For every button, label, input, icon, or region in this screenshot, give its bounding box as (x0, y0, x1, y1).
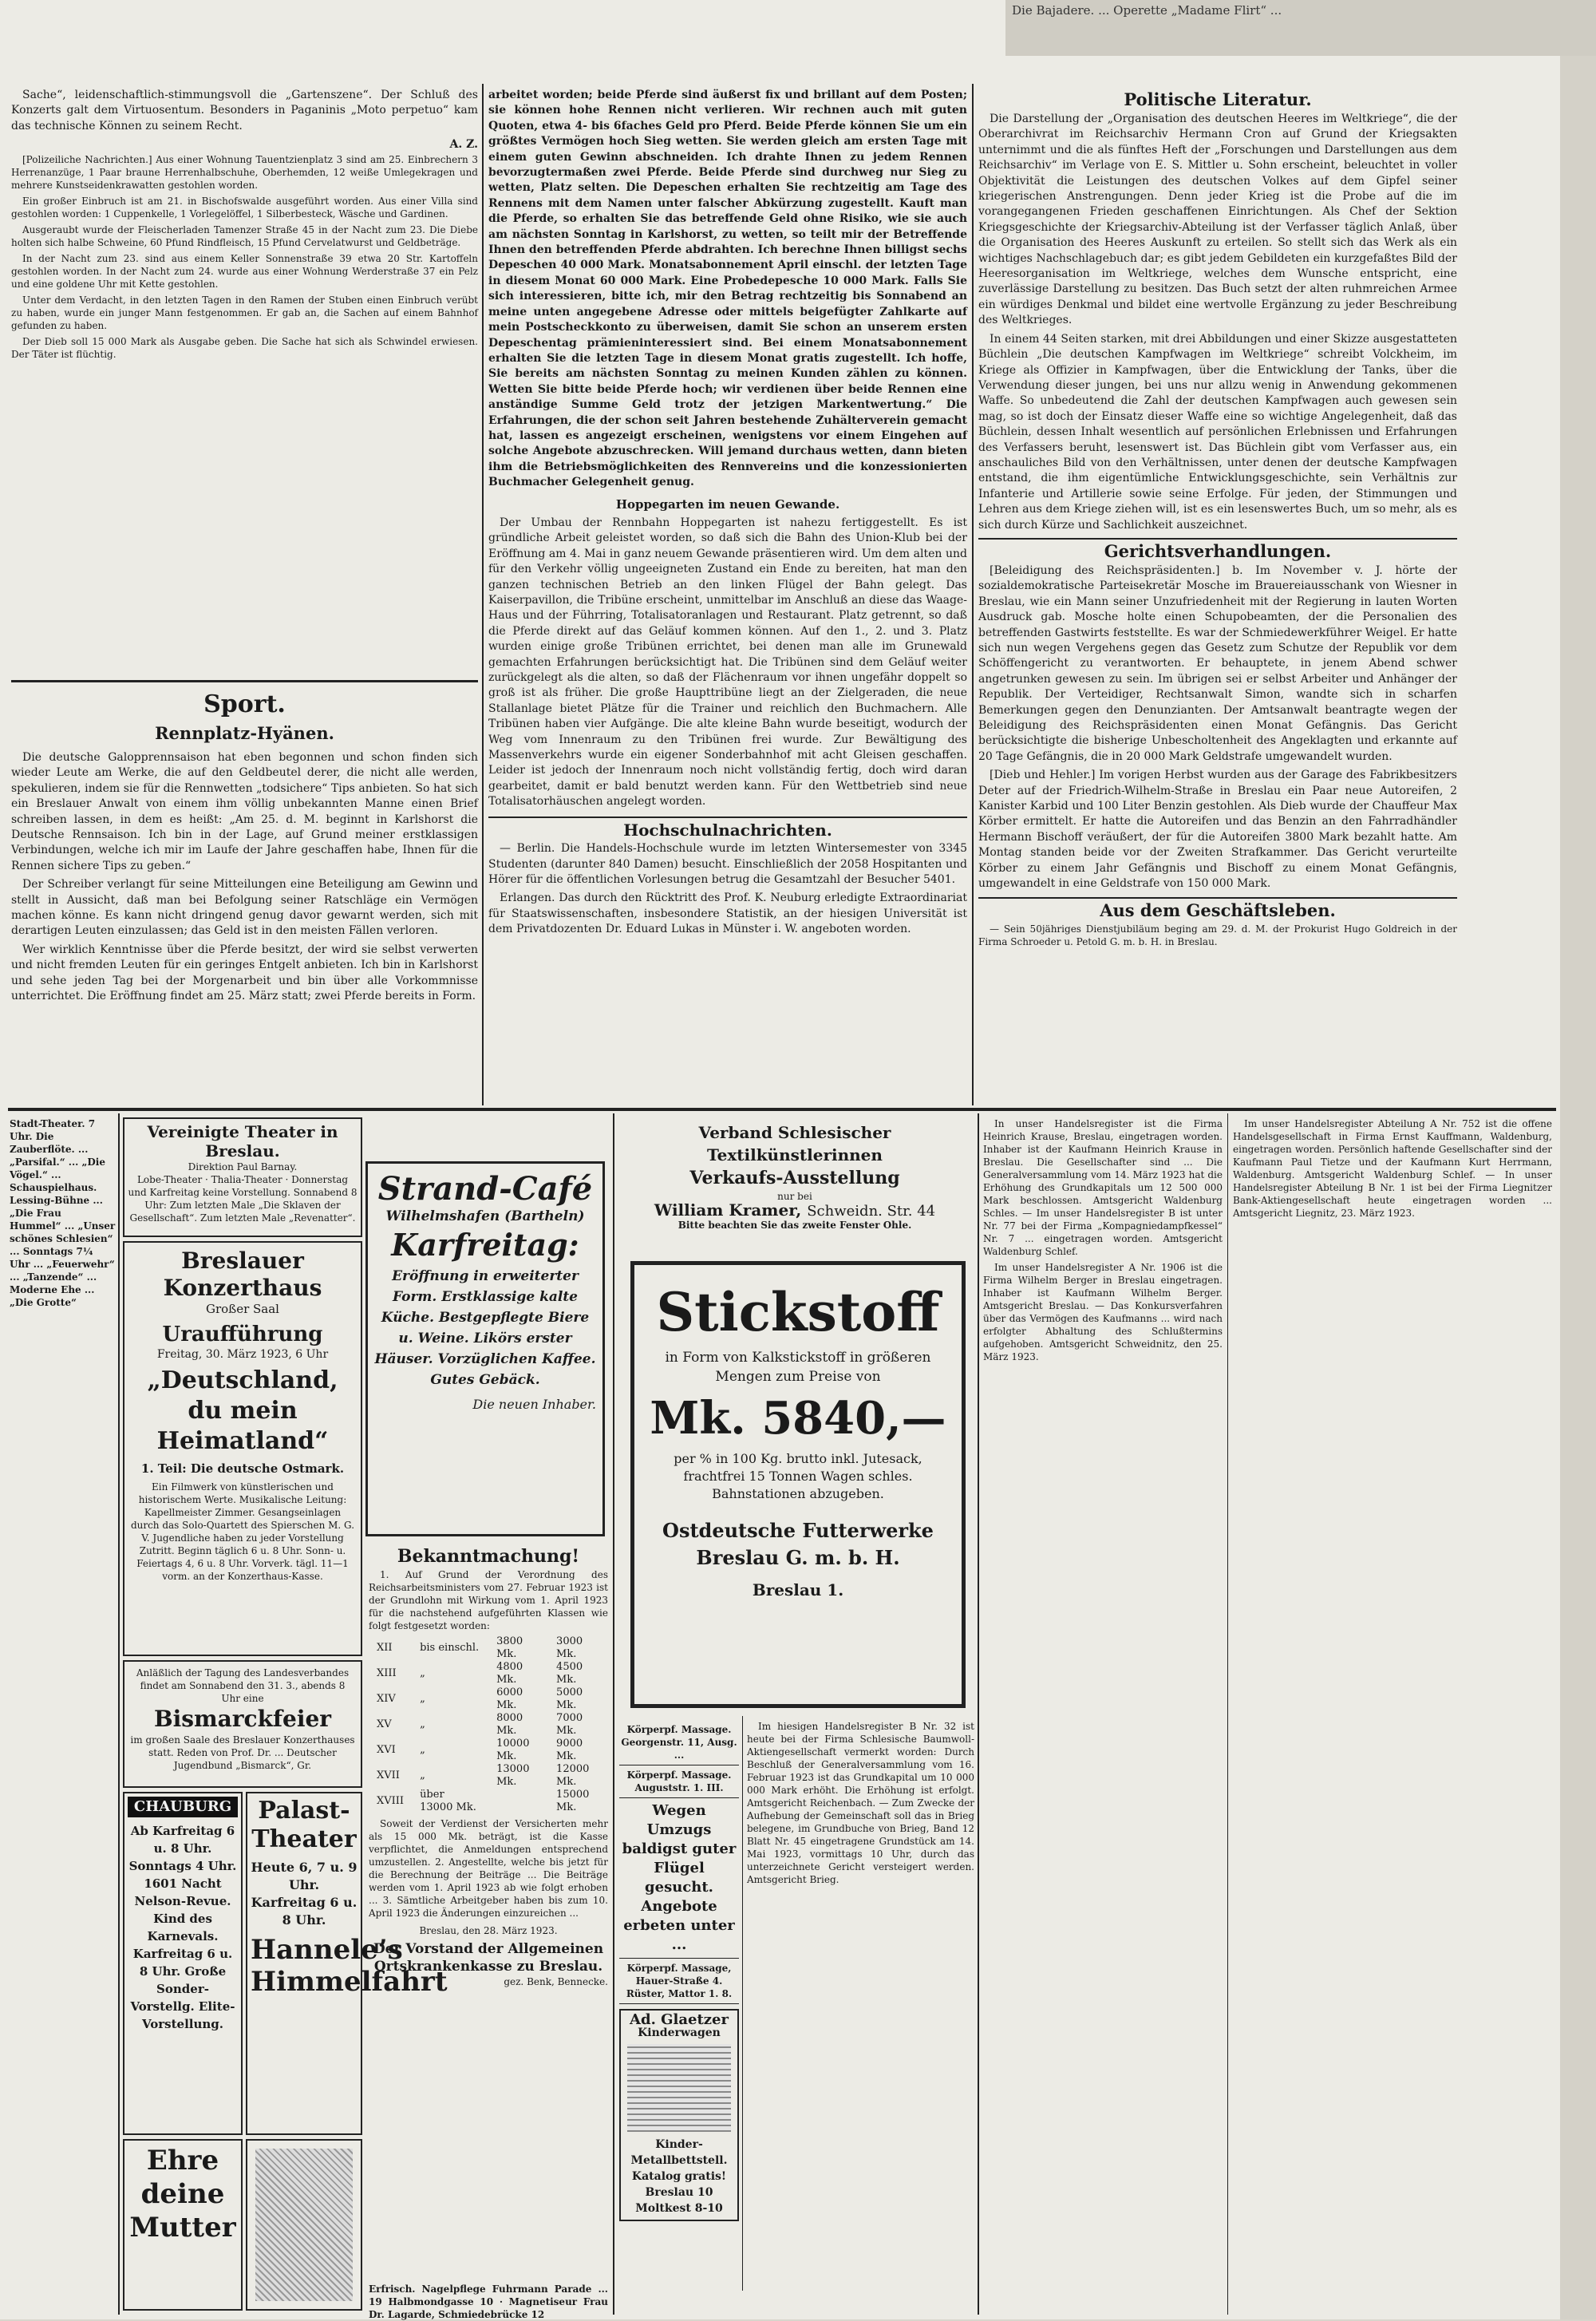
company-name: Ostdeutsche Futterwerke Breslau G. m. b. H. (662, 1519, 934, 1569)
wage-class-row (369, 1686, 608, 1712)
court-text: [Dieb und Hehler.] Im vorigen Herbst wurden aus der Garage des Fabrikbesitzers Deter auf der Friedrich-Wilhelm-Straße in Breslau ein Paar neue Autoreifen, 2 Kanister Karbid und 100 Liter Benzin gestohlen. Als Dieb wurde der Chauffeur Max Körber ermittelt. Er hatte die Autoreifen und das Benzin an den Fahrradhändler Hermann Bischoff veräußert, der für die Autoreifen 3800 Mark bezahlt hatte. Am Montag standen beide vor der Zweiten Strafkammer. Das Gericht verurteilte Körber zu einem Jahr Gefängnis und Bischoff zu einem Monat Gefängnis, umgewandelt in eine Geldstrafe von 150 000 Mark. (978, 769, 1457, 891)
film-title: „Deutschland, du mein Heimatland“ (147, 1366, 338, 1455)
stickstoff-ad (630, 1261, 966, 1708)
ad-text: in Form von Kalkstickstoff in größeren Mengen zum Preise von (665, 1350, 931, 1385)
wage-class-cell: XVIII (377, 1795, 405, 1807)
news-item: Unter dem Verdacht, in den letzten Tagen in den Ramen der Stuben einen Einbruch verübt zu haben, wurde ein junger Mann festgenommen. Er gab an, die Sachen auf einem Bahnhof gefunden zu haben. (11, 294, 478, 331)
bottom-ad: Magnetiseur Frau Dr. Lagarde, Schmiedebrücke 12 (369, 2296, 608, 2320)
wage-class-cell: 3800 Mk. (496, 1635, 523, 1660)
register-entry: In unser Handelsregister ist die Firma Heinrich Krause, Breslau, eingetragen worden. Inhaber ist der Kaufmann Heinrich Krause in Breslau. Die Gesellschafter sind ... Die Generalversammlung vom 14. März 1923 hat die Erhöhung des Grundkapitals um 12 500 000 Mark beschlossen. Amtsgericht Waldenburg Schles. — Im unser Handelsregister B ist unter Nr. 77 bei der Firma „Kompagniedampfkessel“ Nr. 7 ... eingetragen worden. Amtsgericht Waldenburg Schlef. (983, 1118, 1223, 1257)
university-news-heading: Hochschulnachrichten. (488, 817, 967, 838)
textile-exhibition-ad (619, 1121, 970, 1241)
vereinigte-theater-ad (123, 1117, 362, 1237)
column-rule (978, 1113, 979, 2315)
ad-intro: Anläßlich der Tagung des Landesverbandes findet am Sonnabend den 31. 3., abends 8 Uhr eine (136, 1667, 350, 1704)
wage-class-cell: „ (420, 1718, 425, 1730)
wage-class-cell: XIII (377, 1667, 397, 1679)
premiere-date: Freitag, 30. März 1923, 6 Uhr (156, 1348, 329, 1361)
ad-title: Verband Schlesischer Textilkünstlerinnen (698, 1123, 891, 1164)
konzerthaus-ad (123, 1241, 362, 1656)
column-3-articles (978, 88, 1457, 1105)
court-text: [Beleidigung des Reichspräsidenten.] b. Im November v. J. hörte der sozialdemokratische Parteisekretär Mosche im Brauereiausschank von Wiesner in Breslau, wie ein Mann seiner Unzufriedenheit mit der Regierung in lauten Worten Ausdruck gab. Mosche holte einen Schupobeamten, der die Personalien des betreffenden Gastwirts feststellte. Es war der Schmiedewerkführer Weigel. Er hatte sich nun wegen Vergehens gegen das Gesetz zum Schutze der Republik vor dem Schöffengericht zu verantworten. Er behauptete, in jenem Abend schwer angetrunken gewesen zu sein. Im übrigen sei er selbst Arbeiter und Anhänger der Republik. Der Verteidiger, Rechtsanwalt Simon, wandte sich in scharfen Bemerkungen gegen den Denunzianten. Der Amtsanwalt beantragte wegen der Beleidigung des Reichspräsidenten einen Monat Gefängnis. Das Gericht berücksichtigte die bisherige Unbescholtenheit des Angeklagten und erkannte auf 20 Tage Gefängnis, die in 20 000 Mark Geldstrafe umgewandelt wurden. (978, 563, 1457, 763)
news-item: Ein großer Einbruch ist am 21. in Bischofswalde ausgeführt worden. Aus einer Villa sind gestohlen worden: 1 Cuppenkelle, 1 Vorlegelöffel, 1 Silberbesteck, Wäsche und Gardinen. (11, 195, 478, 219)
shop-name: William Kramer, (654, 1200, 802, 1220)
wage-class-cell: 8000 Mk. (496, 1712, 523, 1737)
wage-class-cell: 15000 Mk. (556, 1789, 590, 1813)
ad-title: Ad. Glaetzer (630, 2011, 729, 2028)
notice-signature: gez. Benk, Bennecke. (504, 1976, 608, 1987)
notice-signatory: Der Vorstand der Allgemeinen Ortskrankenkasse zu Breslau. (373, 1941, 604, 1975)
ad-title: Bismarckfeier (153, 1706, 332, 1732)
ad-title: Stickstoff (656, 1281, 940, 1343)
register-column (983, 1117, 1223, 2307)
hoppegarten-text: Der Umbau der Rennbahn Hoppegarten ist nahezu fertiggestellt. Es ist gründliche Arbeit geleistet worden, so daß sich die Bahn des Union-Klub bei der Eröffnung am 4. Mai in ganz neuem Gewande präsentieren wird. Um dem alten und für den Verkehr völlig ungeeigneten Zustand ein Ende zu bereiten, hat man den ganzen technischen Betrieb an den linken Flügel der Bahn gelegt. Das Kaiserpavillon, die Tribüne erscheint, unmittelbar im Anschluß an diese das Waage-Haus und der Führring, Totalisatoranlagen und Restaurant. Platz getrennt, so daß die Pferde direkt auf das Geläuf kommen können. Auf den 1., 2. und 3. Platz wurden einige große Tribünen errichtet, bei denen man alle im Grunewald gemachten Erfahrungen berücksichtigt hat. Die Tribünen sind dem Geläuf weiter zurückgelegt als die alten, so daß der Flächenraum vor ihnen ungefähr doppelt so groß ist als früher. Die große Haupttribüne liegt an der Zielgeraden, die neue Stallanlage bietet Plätze für die Trainer und reichlich den Buchmachern. Alle Tribünen haben vier Aufgänge. Die alte kleine Bahn wurde beseitigt, wodurch der Weg vom Innenraum zu den Tribünen frei wurde. Zur Bewältigung des Massenverkehrs wurde ein eigener Sonderbahnhof mit acht Gleisen geschaffen. Leider ist jedoch der Innenraum noch nicht vollständig fertig, doch wird daran gearbeitet, damit er bald benutzt werden kann. Für den Wettbetrieb sind neue Totalisatorhäuschen angelegt worden. (488, 516, 967, 809)
sport-paragraph: Wer wirklich Kenntnisse über die Pferde besitzt, der wird sie selbst verwerten und nicht fremden Leuten für ein geringes Entgelt anbieten. Ich bin in Karlshorst und sehe jeden Tag bei der Morgenarbeit und bin über alle Vorkommnisse unterrichtet. Die Eröffnung findet am 25. März statt; zwei Pferde bereits in Form. (11, 943, 478, 1003)
film-title: Hannele’s Himmelfahrt (251, 1934, 448, 1998)
ad-title: Palast-Theater (251, 1797, 357, 1853)
wage-class-row (369, 1635, 608, 1661)
wage-class-cell: 9000 Mk. (556, 1738, 583, 1762)
notice-ortskrankenkasse (369, 1544, 608, 2279)
small-ads-column (619, 1720, 739, 2295)
company-city: Breslau 1. (752, 1580, 844, 1599)
wage-class-cell (488, 1789, 548, 1814)
wage-class-cell: 4500 Mk. (556, 1661, 583, 1686)
column-rule (742, 1716, 743, 2291)
literature-text: Die Darstellung der „Organisation des deutschen Heeres im Weltkriege“, die der Oberarchivrat im Reichsarchiv Hermann Cron auf Grund der Kriegsakten unternimmt und die als fünftes Heft der „Forschungen und Darstellungen aus dem Reichsarchiv“ im Verlage von E. S. Mittler u. Sohn erscheint, beleuchtet in voller Objektivität die Leistungen des deutschen Volkes auf dem Gipfel seiner kriegerischen Anstrengungen. Denn jeder Krieg ist die Probe auf die im vorangegangenen Frieden geschaffenen Einrichtungen. Als Chef der Sektion Kriegsgeschichte der Kriegsarchiv-Abteilung ist der Verfasser täglich Anlaß, über die Organisation des Heeres Auskunft zu erteilen. So stellt sich das Werk als ein wichtiges Nachschlagebuch dar; es gibt jedem Gebildeten ein kurzgefaßtes Bild der Heeresorganisation im Weltkriege, welches dem Wunsche entspricht, eine zuverlässige Darstellung zu besitzen. Das Buch setzt der alten ruhmreichen Armee ein würdiges Denkmal und bildet eine wertvolle Ergänzung zu jeder Beschreibung des Weltkrieges. (978, 113, 1457, 327)
illustration-image (255, 2149, 353, 2301)
wage-class-row (369, 1789, 608, 1814)
showtimes: Heute 6, 7 u. 9 Uhr. Karfreitag 6 u. 8 Uhr. (251, 1860, 358, 1928)
film-part: 1. Teil: Die deutsche Ostmark. (140, 1461, 345, 1476)
sport-heading: Sport. (203, 690, 286, 718)
wage-class-row (369, 1738, 608, 1763)
ad-note: Bitte beachten Sie das zweite Fenster Ohle. (678, 1220, 912, 1232)
previous-page-strip: Die Bajadere. ... Operette „Madame Flirt“ ... (1005, 0, 1596, 56)
film-title: Ehre deine Mutter (129, 2145, 236, 2244)
wage-class-cell: XVII (377, 1769, 400, 1781)
wage-class-cell: 4800 Mk. (496, 1661, 523, 1686)
ad-signature: Die neuen Inhaber. (472, 1397, 596, 1412)
ad-body: Ein Filmwerk von künstlerischen und historischem Werte. Musikalische Leitung: Kapellmeister Zimmer. Gesangseinlagen durch das Solo-Quartett des Spierschen M. G. V. Jugendliche haben zu jeder Vorstellung Zutritt. Beginn täglich 6 u. 8 Uhr. Sonn- u. Feiertags 4, 6 u. 8 Uhr. Vorverk. tägl. 11—1 vorm. an der Konzerthaus-Kasse. (130, 1481, 355, 1582)
news-item: In der Nacht zum 23. sind aus einem Keller Sonnenstraße 39 etwa 20 Str. Kartoffeln gestohlen worden. In der Nacht zum 24. wurde aus einer Wohnung Werderstraße 37 ein Pelz und eine goldene Uhr mit Kette gestohlen. (11, 252, 478, 290)
register-entry: Im hiesigen Handelsregister B Nr. 32 ist heute bei der Firma Schlesische Baumwoll-Aktiengesellschaft vermerkt worden: Durch Beschluß der Generalversammlung vom 16. Februar 1923 ist das Grundkapital um 10 000 000 Mark erhöht. Die Erhöhung ist erfolgt. Amtsgericht Reichenbach. — Zum Zwecke der Aufhebung der Gemeinschaft soll das in Brieg belegene, im Grundbuche von Brieg, Band 12 Blatt Nr. 45 eingetragene Grundstück am 14. Mai 1923, vormittags 10 Uhr, durch das unterzeichnete Gericht versteigert werden. Amtsgericht Brieg. (747, 1721, 974, 1885)
literature-heading: Politische Literatur. (1124, 89, 1312, 109)
business-heading: Aus dem Geschäftsleben. (978, 897, 1457, 923)
wage-class-cell: 6000 Mk. (496, 1686, 523, 1711)
column-rule (972, 84, 974, 1105)
review-signature: A. Z. (449, 138, 478, 152)
wage-class-cell: bis einschl. (420, 1642, 480, 1654)
news-item: [Polizeiliche Nachrichten.] Aus einer Wohnung Tauentzienplatz 3 sind am 25. Einbrechern 3 Herrenanzüge, 1 Paar braune Herrenhalbschuhe, Oberhemden, 12 weiße Umlegekragen und mehrere Kunstseidenkrawatten gestohlen worden. (11, 153, 478, 191)
police-news (11, 153, 478, 361)
ad-body: Ab Karfreitag 6 u. 8 Uhr. Sonntags 4 Uhr. 1601 Nacht Nelson-Revue. Kind des Karnevals. Karfreitag 6 u. 8 Uhr. Große Sonder-Vorstellg. Elite-Vorstellung. (128, 1824, 237, 2031)
university-news-text: — Berlin. Die Handels-Hochschule wurde im letzten Wintersemester von 3345 Studenten (darunter 840 Damen) besucht. Einschließlich der 2058 Hospitanten und Hörer für die öffentlichen Vorlesungen betrug die Gesamtzahl der Besucher 5401. (488, 842, 967, 886)
wage-class-cell: über 13000 Mk. (420, 1789, 476, 1813)
ad-title: Vereinigte Theater in Breslau. (147, 1122, 338, 1160)
ad-subtitle: Direktion Paul Barnay. (188, 1161, 298, 1172)
column-rule (1227, 1113, 1228, 2315)
wage-class-cell: XIV (377, 1693, 396, 1705)
wage-class-row (369, 1763, 608, 1789)
bottom-ad: Erfrisch. Nagelpflege Fuhrmann Parade ... 19 Halbmondgasse 10 (369, 2283, 608, 2307)
wage-class-row (369, 1712, 608, 1738)
concert-review-end: Sache“, leidenschaftlich-stimmungsvoll die „Gartenszene“. Der Schluß des Konzerts galt dem Virtuosentum. Besonders in Paganinis „Moto perpetuo“ kam das technische Können zu seinem Recht. (11, 89, 478, 132)
pram-illustration (627, 2044, 731, 2132)
adjacent-page-edge (1560, 56, 1596, 2319)
small-ad: Körperpf. Massage, Hauer-Straße 4. Rüster, Mattor 1. 8. (619, 1959, 739, 2004)
ad-body: Lobe-Theater · Thalia-Theater · Donnerstag und Karfreitag keine Vorstellung. Sonnabend 8 Uhr: Zum letzten Male „Die Sklaven der Gesellschaft“. Zum letzten Male „Revenatter“. (128, 1174, 358, 1224)
ad-body: im großen Saale des Breslauer Konzerthauses statt. Reden von Prof. Dr. ... Deutscher Jugendbund „Bismarck“, Gr. (130, 1734, 355, 1771)
notice-text: Soweit der Verdienst der Versicherten mehr als 15 000 Mk. beträgt, ist die Kasse verpflichtet, die Anmeldungen entsprechend umzustellen. 2. Angestellte, welche bis jetzt für die Berechnung der Beiträge ... Die Beiträge werden vom 1. April 1923 ab wie folgt erhoben ... 3. Sämtliche Arbeitgeber haben bis zum 10. April 1923 die Änderungen einzureichen ... (369, 1818, 608, 1919)
betting-letter: arbeitet worden; beide Pferde sind äußerst fix und brillant auf dem Posten; sie können hohe Rennen nicht verlieren. Wir rechnen auch mit guten Quoten, etwa 4- bis 6faches Geld pro Pferd. Beide Pferde können Sie um ein größtes Vermögen hoch Sieg wetten. Sie werden gleich am ersten Tage mit einem guten Gewinn abschneiden. Ich drahte Ihnen zu jedem Rennen bevorzugtermaßen zwei Pferde. Beide Pferde sind durchweg nur Sieg zu wetten, Platz selten. Die Depeschen erhalten Sie rechtzeitig am Tage des Rennens mit dem Namen unter falscher Abkürzung zugestellt. Kauft man die Pferde, so erhalten Sie das betreffende Geld ohne Risiko, wie sie auch am nächsten Sonntag in Karlshorst, zu wetten, so teilt mir der Betreffende Ihnen den betreffenden Pferde abdrahten. Ich berechne Ihnen billigst sechs Depeschen 40 000 Mark. Monatsabonnement April einschl. der letzten Tage in diesem Monat 60 000 Mark. Eine Probedepesche 10 000 Mark. Falls Sie sich interessieren, bitte ich, mir den Betrag rechtzeitig bis Sonnabend an meine unten angegebene Adresse oder mittels beigefügter Zahlkarte auf mein Postscheckkonto zu überweisen, damit Sie schon an unserem ersten Depeschentag prämieninteressiert sind. Bei einem Monatsabonnement erhalten Sie die letzten Tage in diesem Monat gratis zugestellt. Ich hoffe, Sie bereits am nächsten Sonntag zu meinen Kunden zählen zu können. Wetten Sie bitte beide Pferde hoch; wir verdienen über beide Rennen eine anständige Summe Geld trotz der jetzigen Markentwertung.“ Die Erfahrungen, die der schon seit Jahren bestehende Zuhälterverein gemacht hat, lassen es angezeigt erscheinen, wenigstens vor einem Eingehen auf solche Angebote abzuschrecken. Will jemand durchaus wetten, dann bieten ihm die Betriebsmöglichkeiten des Rennvereins und die konzessionierten Buchmacher Gelegenheit genug. (488, 89, 967, 489)
wage-class-cell: „ (420, 1667, 425, 1679)
ad-subtitle: Verkaufs-Ausstellung (689, 1168, 900, 1188)
glaetzer-ad (619, 2009, 739, 2221)
ad-subtitle: Kinderwagen (638, 2026, 721, 2039)
wage-class-cell: 5000 Mk. (556, 1686, 583, 1711)
divider (11, 680, 478, 682)
register-column (747, 1720, 974, 2311)
small-ad: Wegen Umzugs baldigst guter Flügel gesucht. Angebote erbeten unter ... (619, 1798, 739, 1959)
ad-body: Eröffnung in erweiterter Form. Erstklassige kalte Küche. Bestgepflegte Biere u. Weine. Likörs erster Häuser. Vorzüglichen Kaffee. Gutes Gebäck. (374, 1268, 596, 1388)
ad-body: Kinder-Metallbettstell. Katalog gratis! Breslau 10 Moltkest 8-10 (630, 2138, 728, 2215)
small-ad: Körperpf. Massage. Auguststr. 1. III. (619, 1765, 739, 1798)
small-ad: Körperpf. Massage. Georgenstr. 11, Ausg. ... (619, 1720, 739, 1765)
ad-subtitle: Großer Saal (206, 1302, 279, 1316)
column-2-articles (488, 88, 967, 1105)
wage-class-cell: XVI (377, 1744, 396, 1756)
university-news-text: Erlangen. Das durch den Rücktritt des Prof. K. Neuburg erledigte Extraordinariat für Staatswissenschaften, insbesondere Statistik, an der hiesigen Universität ist dem Privatdozenten Dr. Eduard Lukas in Münster i. W. angeboten worden. (488, 892, 967, 936)
ad-title: CHAUBURG (128, 1797, 238, 1817)
news-item: Ausgeraubt wurde der Fleischerladen Tamenzer Straße 45 in der Nacht zum 23. Die Diebe holten sich halbe Schweine, 60 Pfund Rindfleisch, 15 Pfund Cervelatwurst und Geldbeträge. (11, 223, 478, 248)
business-text: — Sein 50jähriges Dienstjubiläum beging am 29. d. M. der Prokurist Hugo Goldreich in der Firma Schroeder u. Petold G. m. b. H. in Breslau. (978, 923, 1457, 947)
wage-class-cell: XII (377, 1642, 393, 1654)
sport-section (11, 688, 478, 1103)
ad-terms: per % in 100 Kg. brutto inkl. Jutesack, frachtfrei 15 Tonnen Wagen schles. Bahnstationen abzugeben. (674, 1451, 922, 1501)
wage-class-cell: „ (420, 1693, 425, 1705)
premiere-label: Uraufführung (162, 1323, 323, 1346)
column-rule (118, 1113, 120, 2315)
register-entry: Im unser Handelsregister A Nr. 1906 ist die Firma Wilhelm Berger in Breslau eingetragen. Inhaber ist Kaufmann Wilhelm Berger. Amtsgericht Breslau. — Das Konkursverfahren über das Vermögen des Kaufmanns ... wird nach erfolgter Abhaltung des Schlußtermins aufgehoben. Amtsgericht Schweidnitz, den 25. März 1923. (983, 1262, 1223, 1362)
bottom-ads: Erfrisch. Nagelpflege Fuhrmann Parade ... 19 Halbmondgasse 10 · Magnetiseur Frau Dr. Lagarde, Schmiedebrücke 12 (369, 2283, 608, 2320)
chauburg-ad (123, 1792, 243, 2135)
wage-class-cell: 10000 Mk. (496, 1738, 530, 1762)
wage-class-cell: 7000 Mk. (556, 1712, 583, 1737)
ad-text: nur bei (777, 1191, 812, 1202)
column-rule (482, 84, 484, 1105)
column-rule (613, 1113, 614, 2315)
sport-subheading: Rennplatz-Hyänen. (155, 723, 334, 743)
strand-cafe-ad (365, 1161, 605, 1536)
court-heading: Gerichtsverhandlungen. (978, 538, 1457, 563)
shop-address: Schweidn. Str. 44 (807, 1203, 936, 1220)
sport-paragraph: Der Schreiber verlangt für seine Mitteilungen eine Beteiligung am Gewinn und stellt in Aussicht, daß man bei Befolgung seiner Ratschläge ein Vermögen machen könne. Es kann nicht dringend genug davor gewarnt werden, sich mit derartigen Leuten einzulassen; das Geld ist in den meisten Fällen verloren. (11, 878, 478, 938)
register-entry: Im unser Handelsregister Abteilung A Nr. 752 ist die offene Handelsgesellschaft in Firma Ernst Kauffmann, Waldenburg, eingetragen worden. Persönlich haftende Gesellschafter sind der Kaufmann Paul Tietze und der Kaufmann Kurt Herrmann, Waldenburg. Amtsgericht Waldenburg Schlef. — In unser Handelsregister Abteilung B Nr. 1 ist bei der Firma Liegnitzer Bank-Aktiengesellschaft heute eingetragen worden ... Amtsgericht Liegnitz, 23. März 1923. (1233, 1118, 1552, 1219)
notice-date: Breslau, den 28. März 1923. (419, 1925, 558, 1936)
notice-title: Bekanntmachung! (397, 1546, 580, 1567)
ad-location: Wilhelmshafen (Bartheln) (385, 1208, 585, 1224)
ad-title: Breslauer Konzerthaus (163, 1247, 322, 1301)
ad-title: Strand-Café (377, 1170, 593, 1208)
literature-text: In einem 44 Seiten starken, mit drei Abbildungen und einer Skizze ausgestatteten Büchlein „Die deutschen Kampfwagen im Weltkriege“ schreibt Volckheim, im Kriege als Offizier in Kampfwagen, über die Entwicklung der Tanks, über die Verwendung dieser jungen, bei uns nur allzu wenig in Anwendung gekommenen Waffe. So unbedeutend die Zahl der deutschen Kampfwagen auch gewesen sein mag, so ist doch der Einsatz dieser Waffe eine so wichtige Angelegenheit, daß das Büchlein, dessen Inhalt wesentlich auf persönlichen Erlebnissen und Erfahrungen des Verfassers beruht, lesenswert ist. Das Büchlein gibt vom Verfasser aus, ein anschauliches Bild von den Verhältnissen, unter denen der deutsche Kampfwagen entstand, die ihm eigentümliche Entwicklungsgeschichte, sein Verhältnis zur Infanterie und Artillerie sowie seine Erfolge. Für jeden, der Stimmungen und Lehren aus dem Kriege ziehen will, ist es ein lesenswertes Buch, um so mehr, als es sich durch Kürze und Sachlichkeit auszeichnet. (978, 332, 1457, 532)
ad-day: Karfreitag: (391, 1227, 579, 1263)
film-ad-image (246, 2139, 362, 2311)
news-item: Der Dieb soll 15 000 Mark als Ausgabe geben. Die Sache hat sich als Schwindel erwiesen. Der Täter ist flüchtig. (11, 335, 478, 360)
wage-class-cell: 12000 Mk. (556, 1763, 590, 1788)
notice-text: 1. Auf Grund der Verordnung des Reichsarbeitsministers vom 27. Februar 1923 ist der Grundlohn mit Wirkung vom 1. April 1923 für die nachstehend aufgeführten Klassen wie folgt festgesetzt worden: (369, 1569, 608, 1631)
film-ad (123, 2139, 243, 2311)
register-column (1233, 1117, 1552, 2307)
wage-class-cell: „ (420, 1744, 425, 1756)
ads-divider (8, 1108, 1556, 1111)
wage-class-cell: XV (377, 1718, 392, 1730)
wage-class-cell: 13000 Mk. (496, 1763, 530, 1788)
price-label: Mk. 5840,— (650, 1392, 946, 1445)
wage-class-cell: 3000 Mk. (556, 1635, 583, 1660)
column-1-news (11, 88, 478, 678)
hoppegarten-heading: Hoppegarten im neuen Gewande. (615, 496, 840, 512)
bismarck-ad (123, 1660, 362, 1788)
wage-class-cell: „ (420, 1769, 425, 1781)
sport-paragraph: Die deutsche Galopprennsaison hat eben begonnen und schon finden sich wieder Leute am Werke, die auf den Geldbeutel derer, die nicht alle werden, spekulieren, indem sie für die Rennwetten „todsichere“ Tips anbieten. So hat sich ein Breslauer Anwalt von einem ihm völlig unbekannten Manne einen Brief schreiben lassen, in dem es heißt: „Am 25. d. M. beginnt in Karlshorst die Deutsche Rennsaison. Ich bin in der Lage, auf Grund meiner erstklassigen Verbindungen, welche ich mir im Laufe der Jahre geschaffen habe, Ihnen für die Rennen sichere Tips zu geben.“ (11, 751, 478, 872)
theater-listings: Stadt-Theater. 7 Uhr. Die Zauberflöte. ... „Parsifal.“ ... „Die Vögel.“ ... Schauspielhaus. Lessing-Bühne ... „Die Frau Hummel“ ... „Unser schönes Schlesien“ ... Sonntags 7¼ Uhr ... „Feuerwehr“ ... „Tanzende“ ... Moderne Ehe ... „Die Grotte“ (10, 1118, 116, 1308)
wage-class-table (369, 1635, 608, 1814)
wage-class-row (369, 1661, 608, 1686)
